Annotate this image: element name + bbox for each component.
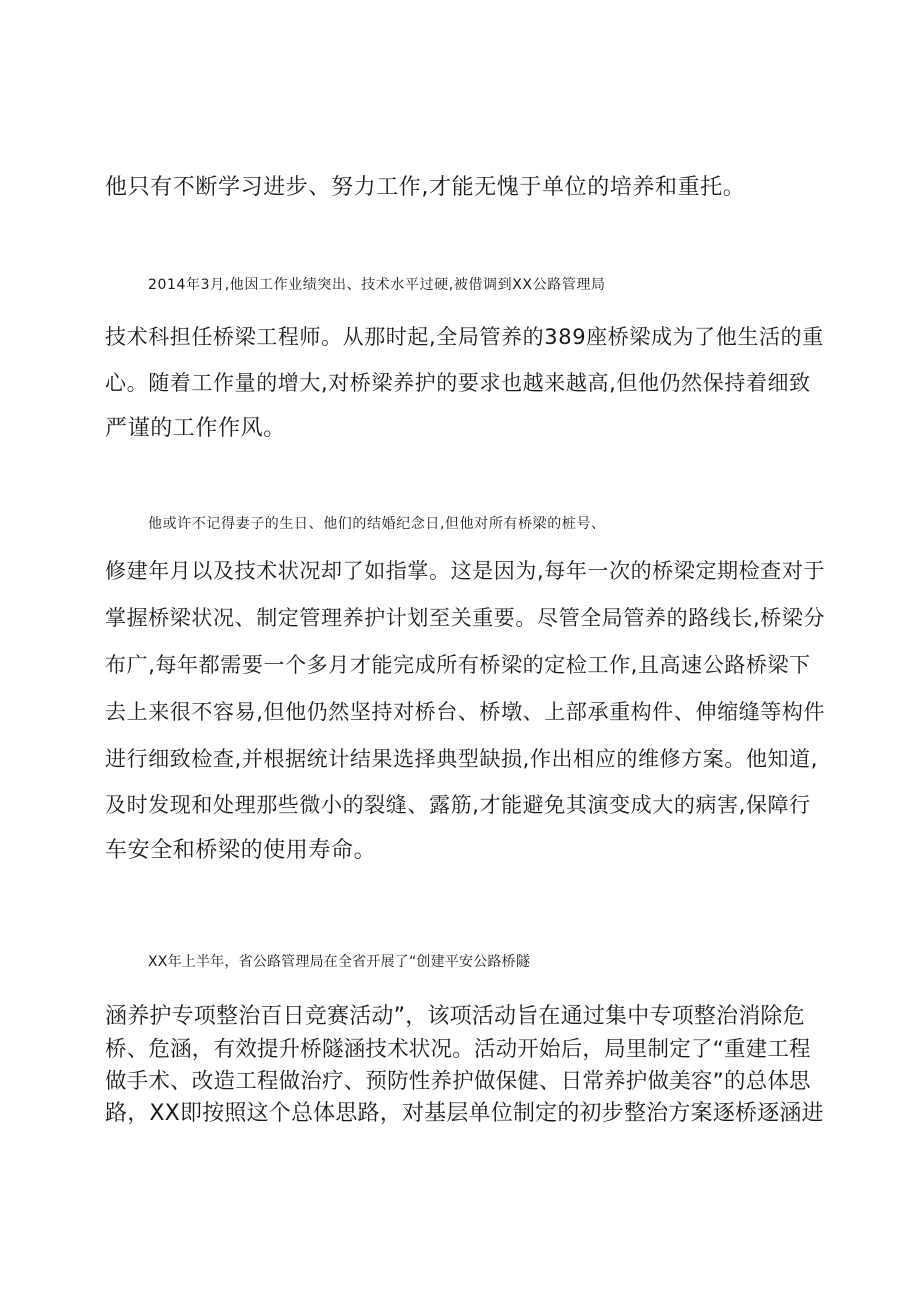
paragraph-2-line-2: 技术科担任桥梁工程师。从那时起,全局管养的389座桥梁成为了他生活的重 [105,325,824,349]
paragraph-5-line-4: 路，XX即按照这个总体思路，对基层单位制定的初步整治方案逐桥逐涵进 [105,1101,824,1126]
paragraph-3-line-6: 进行细致检查,并根据统计结果选择典型缺损,作出相应的维修方案。他知道, [105,747,819,771]
paragraph-3-line-5: 去上来很不容易,但他仍然坚持对桥台、桥墩、上部承重构件、伸缩缝等构件 [105,700,826,724]
paragraph-2-line-3: 心。随着工作量的增大,对桥梁养护的要求也越来越高,但他仍然保持着细致 [105,371,811,395]
paragraph-5-line-2: 桥、危涵，有效提升桥隧涵技术状况。活动开始后，局里制定了“重建工程 [105,1037,811,1062]
paragraph-2-line-4: 严谨的工作作风。 [105,416,286,441]
paragraph-3-line-8: 车安全和桥梁的使用寿命。 [105,838,377,863]
paragraph-1-line-1: 他只有不断学习进步、努力工作,才能无愧于单位的培养和重托。 [105,175,746,200]
paragraph-3-line-3: 掌握桥梁状况、制定管理养护计划至关重要。尽管全局管养的路线长,桥梁分 [105,606,826,630]
paragraph-3-line-1: 他或许不记得妻子的生日、他们的结婚纪念日,但他对所有桥梁的桩号、 [148,516,606,532]
paragraph-5-line-1: 涵养护专项整治百日竞赛活动”，该项活动旨在通过集中专项整治消除危 [105,1004,805,1029]
paragraph-3-line-4: 布广,每年都需要一个多月才能完成所有桥梁的定检工作,且高速公路桥梁下 [105,653,811,677]
paragraph-4-line-1: XX年上半年，省公路管理局在全省开展了“创建平安公路桥隧 [148,954,531,970]
paragraph-2-line-1: 2014年3月,他因工作业绩突出、技术水平过硬,被借调到XX公路管理局 [148,277,606,293]
paragraph-3-line-2: 修建年月以及技术状况却了如指掌。这是因为,每年一次的桥梁定期检查对于 [105,559,826,583]
paragraph-3-line-7: 及时发现和处理那些微小的裂缝、露筋,才能避免其演变成大的病害,保障行 [105,793,811,817]
paragraph-5-line-3: 做手术、改造工程做治疗、预防性养护做保健、日常养护做美容”的总体思 [105,1069,811,1094]
